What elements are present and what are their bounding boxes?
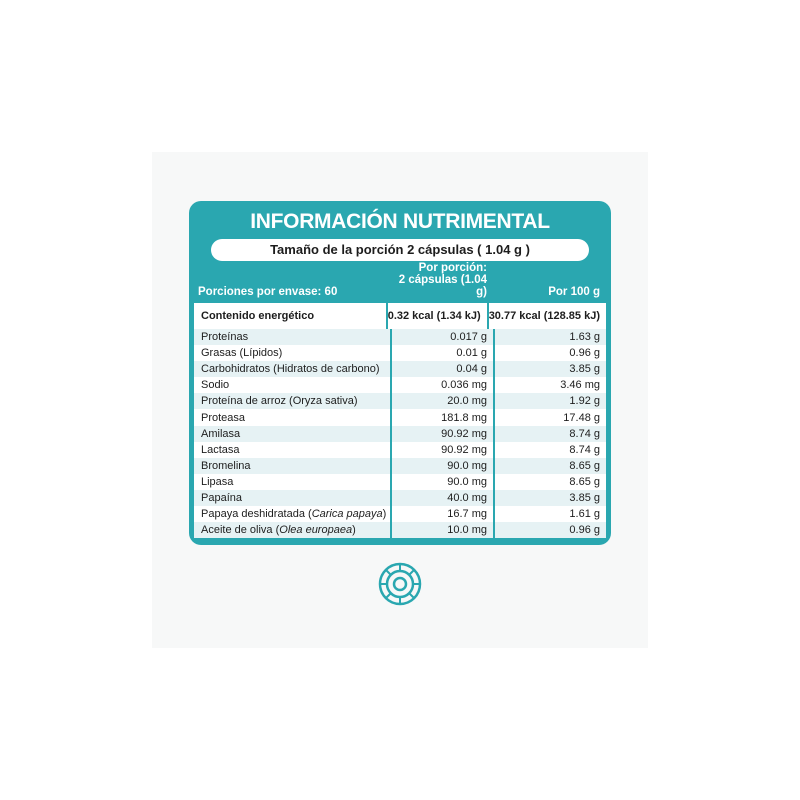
per-serving-value: 40.0 mg xyxy=(390,490,493,506)
table-row xyxy=(194,329,606,345)
concentric-circle-logo-icon xyxy=(378,562,422,606)
per-100g-value: 8.65 g xyxy=(493,474,606,490)
per-100g-value: 1.63 g xyxy=(493,329,606,345)
per-serving-value: 90.0 mg xyxy=(390,474,493,490)
table-row xyxy=(194,345,606,361)
table-row xyxy=(194,442,606,458)
nutrient-name: Lactasa xyxy=(201,443,240,456)
per-serving-header xyxy=(390,262,493,298)
nutrient-name: Sodio xyxy=(201,379,230,392)
table-row xyxy=(194,409,606,425)
nutrient-name: Aceite de oliva (Olea europaea) xyxy=(201,524,356,537)
per-100g-value: 30.77 kcal (128.85 kJ) xyxy=(487,303,606,329)
servings-per-container: Porciones por envase: 60 xyxy=(198,286,338,298)
nutrition-facts-panel xyxy=(189,201,611,545)
nutrient-name: Contenido energético xyxy=(201,310,315,322)
per-100g-value: 17.48 g xyxy=(493,409,606,425)
table-row xyxy=(194,361,606,377)
table-row xyxy=(194,393,606,409)
nutrient-name-text: Aceite de oliva xyxy=(201,524,273,537)
table-row xyxy=(194,522,606,538)
nutrient-scientific-name: Olea europaea xyxy=(279,524,353,537)
table-row xyxy=(194,490,606,506)
per-100g-value: 0.96 g xyxy=(493,522,606,538)
table-row xyxy=(194,426,606,442)
per-100g-value: 3.85 g xyxy=(493,361,606,377)
per-serving-value: 0.036 mg xyxy=(390,377,493,393)
nutrient-name: Proteasa xyxy=(201,411,246,424)
per-100g-header: Por 100 g xyxy=(548,286,600,298)
per-100g-value: 8.74 g xyxy=(493,426,606,442)
nutrient-name: Lipasa xyxy=(201,475,234,488)
per-100g-value: 3.46 mg xyxy=(493,377,606,393)
table-row xyxy=(194,506,606,522)
panel-title: INFORMACIÓN NUTRIMENTAL xyxy=(250,210,550,233)
serving-size-pill: Tamaño de la porción 2 cápsulas ( 1.04 g ) xyxy=(211,239,589,261)
table-row xyxy=(194,474,606,490)
nutrition-table xyxy=(194,303,606,538)
per-serving-value: 90.0 mg xyxy=(390,458,493,474)
nutrient-name: Papaína xyxy=(201,491,242,504)
table-row xyxy=(194,458,606,474)
nutrient-name: Grasas (Lípidos) xyxy=(201,347,283,360)
table-row xyxy=(194,303,606,329)
nutrient-scientific-name: Carica papaya xyxy=(311,508,383,521)
nutrient-name: Bromelina xyxy=(201,459,251,472)
per-serving-value: 90.92 mg xyxy=(390,426,493,442)
per-serving-value: 20.0 mg xyxy=(390,393,493,409)
per-100g-value: 1.92 g xyxy=(493,393,606,409)
nutrient-name: Papaya deshidratada (Carica papaya) xyxy=(201,508,387,521)
per-100g-value: 8.74 g xyxy=(493,442,606,458)
nutrient-name: Amilasa xyxy=(201,427,241,440)
per-serving-value: 0.017 g xyxy=(390,329,493,345)
per-serving-value: 16.7 mg xyxy=(390,506,493,522)
table-header xyxy=(194,261,606,303)
per-serving-value: 90.92 mg xyxy=(390,442,493,458)
per-serving-value: 10.0 mg xyxy=(390,522,493,538)
nutrient-name: Proteínas xyxy=(201,331,249,344)
nutrient-name-text: Papaya deshidratada xyxy=(201,508,305,521)
per-serving-value: 0.32 kcal (1.34 kJ) xyxy=(386,303,487,329)
per-100g-value: 1.61 g xyxy=(493,506,606,522)
per-100g-value: 8.65 g xyxy=(493,458,606,474)
table-row xyxy=(194,377,606,393)
per-serving-header-line2: 2 cápsulas (1.04 g) xyxy=(398,274,487,298)
per-serving-value: 0.01 g xyxy=(390,345,493,361)
nutrient-name: Carbohidratos (Hidratos de carbono) xyxy=(201,363,380,376)
per-serving-header-line1: Por porción: xyxy=(418,262,487,274)
per-100g-value: 0.96 g xyxy=(493,345,606,361)
nutrient-name: Proteína de arroz (Oryza sativa) xyxy=(201,395,358,408)
per-100g-value: 3.85 g xyxy=(493,490,606,506)
per-serving-value: 0.04 g xyxy=(390,361,493,377)
per-serving-value: 181.8 mg xyxy=(390,409,493,425)
